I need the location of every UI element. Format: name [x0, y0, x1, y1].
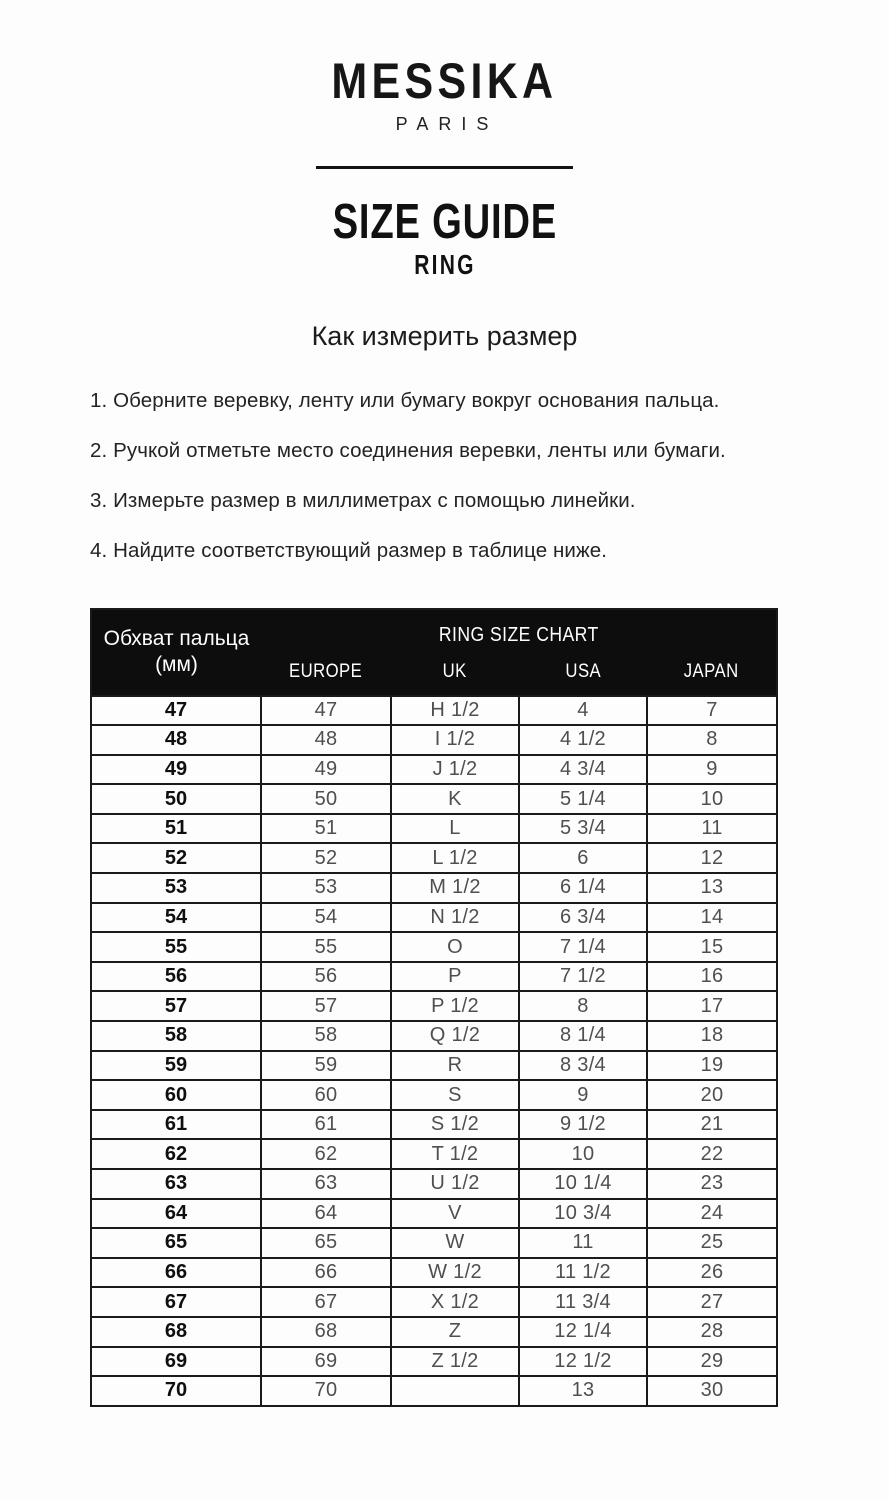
table-row: [91, 991, 777, 1021]
table-row: [91, 784, 777, 814]
cell-circumference-mm: 54: [91, 903, 261, 933]
cell-japan: 19: [647, 1051, 777, 1081]
table-header: [91, 609, 777, 696]
cell-uk: L 1/2: [391, 843, 519, 873]
cell-japan: 9: [647, 755, 777, 785]
cell-usa: 7 1/2: [519, 962, 647, 992]
cell-circumference-mm: 57: [91, 991, 261, 1021]
table-row: [91, 1051, 777, 1081]
table-row: [91, 873, 777, 903]
corner-header-line2: (мм): [155, 653, 198, 676]
cell-uk: [391, 1376, 519, 1406]
cell-japan: 21: [647, 1110, 777, 1140]
cell-japan: 25: [647, 1228, 777, 1258]
ring-size-table: [90, 608, 778, 1407]
column-header-usa: [519, 649, 647, 696]
cell-uk: U 1/2: [391, 1169, 519, 1199]
cell-japan: 23: [647, 1169, 777, 1199]
guide-subtitle-wrap: [0, 251, 889, 279]
cell-usa: 10 3/4: [519, 1199, 647, 1229]
column-header-uk: [391, 649, 519, 696]
cell-usa: 4 1/2: [519, 725, 647, 755]
cell-usa: 6 3/4: [519, 903, 647, 933]
cell-usa: 8 3/4: [519, 1051, 647, 1081]
instruction-step-2: 2. Ручкой отметьте место соединения веревки, ленты или бумаги.: [90, 439, 726, 462]
cell-europe: 54: [261, 903, 391, 933]
cell-europe: 69: [261, 1347, 391, 1377]
instruction-step-3: 3. Измерьте размер в миллиметрах с помощью линейки.: [90, 489, 636, 512]
cell-usa: 9 1/2: [519, 1110, 647, 1140]
cell-japan: 14: [647, 903, 777, 933]
table-body: [91, 696, 777, 1406]
cell-europe: 57: [261, 991, 391, 1021]
cell-usa: 7 1/4: [519, 932, 647, 962]
column-header-japan: [647, 649, 777, 696]
cell-usa: 6 1/4: [519, 873, 647, 903]
cell-uk: L: [391, 814, 519, 844]
cell-usa: 8: [519, 991, 647, 1021]
cell-japan: 8: [647, 725, 777, 755]
cell-europe: 53: [261, 873, 391, 903]
table-row: [91, 1139, 777, 1169]
cell-circumference-mm: 56: [91, 962, 261, 992]
cell-europe: 51: [261, 814, 391, 844]
page-title: SIZE GUIDE: [332, 195, 557, 249]
table-row: [91, 1021, 777, 1051]
cell-europe: 70: [261, 1376, 391, 1406]
guide-title-wrap: [0, 195, 889, 249]
table-row: [91, 1110, 777, 1140]
cell-usa: 5 1/4: [519, 784, 647, 814]
brand-wordmark: MESSIKA: [331, 53, 558, 109]
cell-circumference-mm: 49: [91, 755, 261, 785]
cell-europe: 56: [261, 962, 391, 992]
cell-usa: 9: [519, 1080, 647, 1110]
cell-uk: P 1/2: [391, 991, 519, 1021]
cell-circumference-mm: 64: [91, 1199, 261, 1229]
brand-block: [0, 0, 889, 133]
cell-uk: Z: [391, 1317, 519, 1347]
cell-uk: Q 1/2: [391, 1021, 519, 1051]
column-header-europe: [261, 649, 391, 696]
cell-europe: 55: [261, 932, 391, 962]
cell-europe: 66: [261, 1258, 391, 1288]
cell-usa: 13: [519, 1376, 647, 1406]
cell-uk: V: [391, 1199, 519, 1229]
cell-europe: 47: [261, 696, 391, 726]
cell-japan: 7: [647, 696, 777, 726]
cell-circumference-mm: 48: [91, 725, 261, 755]
cell-uk: X 1/2: [391, 1287, 519, 1317]
cell-usa: 11 3/4: [519, 1287, 647, 1317]
cell-europe: 48: [261, 725, 391, 755]
table-row: [91, 932, 777, 962]
column-header-uk-label: UK: [442, 660, 468, 682]
cell-europe: 64: [261, 1199, 391, 1229]
cell-uk: T 1/2: [391, 1139, 519, 1169]
cell-japan: 27: [647, 1287, 777, 1317]
cell-usa: 11: [519, 1228, 647, 1258]
cell-uk: Z 1/2: [391, 1347, 519, 1377]
cell-uk: K: [391, 784, 519, 814]
cell-circumference-mm: 63: [91, 1169, 261, 1199]
table-row: [91, 962, 777, 992]
cell-circumference-mm: 60: [91, 1080, 261, 1110]
table-row: [91, 725, 777, 755]
cell-japan: 13: [647, 873, 777, 903]
table-row: [91, 1347, 777, 1377]
corner-header-line1: Обхват пальца: [103, 626, 250, 650]
cell-japan: 20: [647, 1080, 777, 1110]
cell-japan: 29: [647, 1347, 777, 1377]
table-row: [91, 696, 777, 726]
cell-europe: 61: [261, 1110, 391, 1140]
cell-japan: 28: [647, 1317, 777, 1347]
cell-japan: 15: [647, 932, 777, 962]
cell-uk: O: [391, 932, 519, 962]
instruction-step-1: 1. Оберните веревку, ленту или бумагу вокруг основания пальца.: [90, 389, 720, 412]
cell-japan: 12: [647, 843, 777, 873]
cell-uk: P: [391, 962, 519, 992]
column-header-europe-label: EUROPE: [289, 660, 363, 682]
cell-circumference-mm: 53: [91, 873, 261, 903]
cell-japan: 17: [647, 991, 777, 1021]
cell-usa: 10 1/4: [519, 1169, 647, 1199]
table-row: [91, 1169, 777, 1199]
brand-city: PARIS: [395, 114, 499, 134]
cell-circumference-mm: 52: [91, 843, 261, 873]
cell-europe: 63: [261, 1169, 391, 1199]
instructions-list: [90, 391, 849, 562]
cell-usa: 8 1/4: [519, 1021, 647, 1051]
instructions-title: Как измерить размер: [311, 321, 578, 351]
table-row: [91, 814, 777, 844]
table-title-cell: [261, 609, 777, 649]
cell-uk: R: [391, 1051, 519, 1081]
cell-europe: 65: [261, 1228, 391, 1258]
cell-europe: 52: [261, 843, 391, 873]
instruction-step-4: 4. Найдите соответствующий размер в таблице ниже.: [90, 539, 608, 562]
cell-uk: S 1/2: [391, 1110, 519, 1140]
table-title: RING SIZE CHART: [438, 623, 599, 646]
cell-japan: 18: [647, 1021, 777, 1051]
cell-japan: 22: [647, 1139, 777, 1169]
cell-circumference-mm: 50: [91, 784, 261, 814]
cell-circumference-mm: 59: [91, 1051, 261, 1081]
cell-circumference-mm: 47: [91, 696, 261, 726]
cell-japan: 26: [647, 1258, 777, 1288]
column-header-japan-label: JAPAN: [684, 660, 739, 682]
cell-europe: 67: [261, 1287, 391, 1317]
cell-usa: 10: [519, 1139, 647, 1169]
table-row: [91, 1376, 777, 1406]
cell-europe: 58: [261, 1021, 391, 1051]
cell-europe: 49: [261, 755, 391, 785]
cell-circumference-mm: 58: [91, 1021, 261, 1051]
cell-japan: 10: [647, 784, 777, 814]
cell-japan: 30: [647, 1376, 777, 1406]
cell-usa: 4: [519, 696, 647, 726]
cell-circumference-mm: 61: [91, 1110, 261, 1140]
cell-circumference-mm: 68: [91, 1317, 261, 1347]
cell-japan: 24: [647, 1199, 777, 1229]
cell-usa: 11 1/2: [519, 1258, 647, 1288]
cell-europe: 62: [261, 1139, 391, 1169]
cell-uk: J 1/2: [391, 755, 519, 785]
table-row: [91, 1317, 777, 1347]
cell-uk: S: [391, 1080, 519, 1110]
cell-circumference-mm: 69: [91, 1347, 261, 1377]
cell-usa: 6: [519, 843, 647, 873]
cell-uk: M 1/2: [391, 873, 519, 903]
cell-usa: 4 3/4: [519, 755, 647, 785]
cell-uk: W: [391, 1228, 519, 1258]
cell-uk: I 1/2: [391, 725, 519, 755]
cell-uk: H 1/2: [391, 696, 519, 726]
cell-circumference-mm: 62: [91, 1139, 261, 1169]
cell-circumference-mm: 70: [91, 1376, 261, 1406]
table-row: [91, 1080, 777, 1110]
table-row: [91, 903, 777, 933]
header-divider: [316, 166, 573, 169]
cell-usa: 5 3/4: [519, 814, 647, 844]
cell-japan: 11: [647, 814, 777, 844]
table-row: [91, 755, 777, 785]
page-subtitle: RING: [413, 249, 476, 280]
cell-europe: 68: [261, 1317, 391, 1347]
cell-circumference-mm: 65: [91, 1228, 261, 1258]
cell-europe: 59: [261, 1051, 391, 1081]
cell-circumference-mm: 55: [91, 932, 261, 962]
cell-europe: 50: [261, 784, 391, 814]
cell-europe: 60: [261, 1080, 391, 1110]
cell-japan: 16: [647, 962, 777, 992]
column-header-usa-label: USA: [565, 660, 601, 682]
cell-usa: 12 1/2: [519, 1347, 647, 1377]
cell-circumference-mm: 67: [91, 1287, 261, 1317]
cell-uk: N 1/2: [391, 903, 519, 933]
cell-circumference-mm: 66: [91, 1258, 261, 1288]
cell-uk: W 1/2: [391, 1258, 519, 1288]
table-row: [91, 1287, 777, 1317]
table-row: [91, 1258, 777, 1288]
table-row: [91, 843, 777, 873]
cell-circumference-mm: 51: [91, 814, 261, 844]
table-row: [91, 1228, 777, 1258]
corner-header-circumference: [91, 609, 261, 696]
table-row: [91, 1199, 777, 1229]
cell-usa: 12 1/4: [519, 1317, 647, 1347]
